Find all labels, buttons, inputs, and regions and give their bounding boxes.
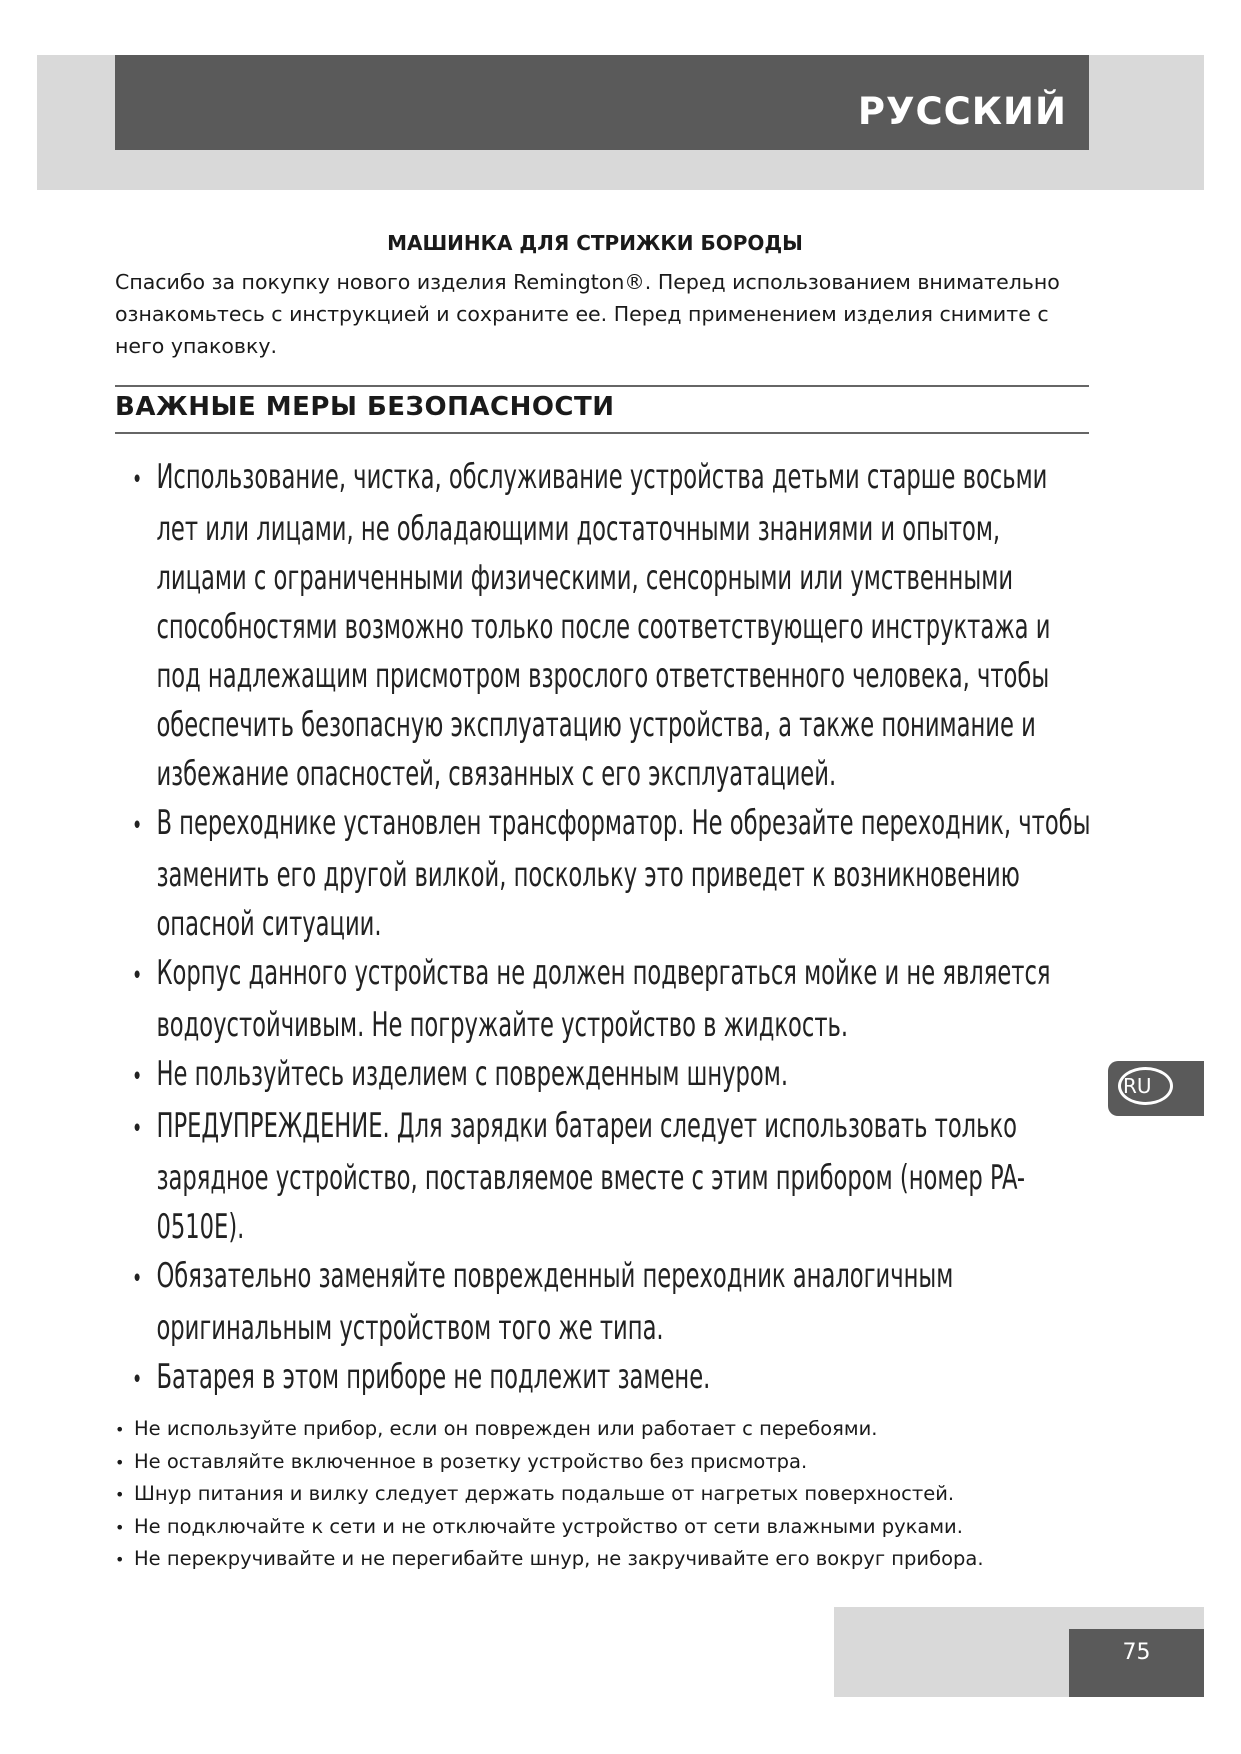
list-item-text: Не используйте прибор, если он поврежден или работает с перебоями.: [134, 1417, 878, 1440]
list-item-text: Не перекручивайте и не перегибайте шнур, не закручивайте его вокруг прибора.: [134, 1547, 984, 1570]
safety-small-list: [115, 1413, 1095, 1576]
bullet-icon: •: [132, 1062, 143, 1092]
bullet-icon: •: [132, 1264, 143, 1294]
list-item-text: ПРЕДУПРЕЖДЕНИЕ. Для зарядки батареи следует использовать только зарядное устройство, поставляемое вместе с этим прибором (номер PA-0510E).: [156, 1106, 1026, 1247]
list-item: [115, 1511, 1095, 1544]
list-item: [115, 949, 1095, 1050]
list-item-text: В переходнике установлен трансформатор. Не обрезайте переходник, чтобы заменить его другой вилкой, поскольку это приведет к возникновению опасной ситуации.: [156, 803, 1091, 944]
safety-heading: ВАЖНЫЕ МЕРЫ БЕЗОПАСНОСТИ: [115, 392, 615, 422]
list-item: [115, 1252, 1095, 1353]
list-item-text: Не пользуйтесь изделием с поврежденным шнуром.: [156, 1054, 789, 1094]
list-item: [115, 453, 1095, 799]
list-item: [115, 1446, 1095, 1479]
list-item-text: Использование, чистка, обслуживание устройства детьми старше восьми лет или лицами, не обладающими достаточными знаниями и опытом, лицами с ограниченными физическими, сенсорными или умственными способностями возможно только после соответствующего инструктажа и под надлежащим присмотром взрослого ответственного человека, чтобы обеспечить безопасную эксплуатацию устройства, а также понимание и избежание опасностей, связанных с его эксплуатацией.: [156, 457, 1051, 794]
list-item-text: Батарея в этом приборе не подлежит замене.: [156, 1357, 711, 1397]
list-item: [115, 1102, 1095, 1252]
list-item: [115, 799, 1095, 949]
ru-badge-icon: RU: [1118, 1067, 1173, 1105]
page-number: 75: [1122, 1640, 1151, 1665]
list-item: [115, 1413, 1095, 1446]
safety-large-list: [115, 453, 1095, 1405]
bullet-icon: •: [132, 1114, 143, 1144]
bullet-icon: •: [115, 1550, 125, 1569]
list-item: [115, 1543, 1095, 1576]
document-title: МАШИНКА ДЛЯ СТРИЖКИ БОРОДЫ: [387, 231, 803, 255]
list-item: [115, 1478, 1095, 1511]
list-item-text: Не оставляйте включенное в розетку устройство без присмотра.: [134, 1449, 808, 1473]
heading-rule-top: [115, 385, 1089, 387]
bullet-icon: •: [132, 961, 143, 991]
language-title: РУССКИЙ: [857, 90, 1067, 133]
bullet-icon: •: [132, 811, 143, 841]
bullet-icon: •: [132, 465, 143, 495]
list-item: [115, 1353, 1095, 1405]
list-item-text: Корпус данного устройства не должен подвергаться мойке и не является водоустойчивым. Не погружайте устройство в жидкость.: [156, 953, 1051, 1045]
list-item-text: Обязательно заменяйте поврежденный переходник аналогичным оригинальным устройством того же типа.: [156, 1256, 954, 1348]
bullet-icon: •: [115, 1420, 125, 1439]
bullet-icon: •: [115, 1452, 125, 1472]
bullet-icon: •: [132, 1365, 143, 1395]
bullet-icon: •: [115, 1517, 125, 1537]
list-item-text: Не подключайте к сети и не отключайте устройство от сети влажными руками.: [134, 1514, 963, 1538]
list-item-text: Шнур питания и вилку следует держать подальше от нагретых поверхностей.: [134, 1482, 955, 1505]
heading-rule-bottom: [115, 432, 1089, 434]
bullet-icon: •: [115, 1485, 125, 1504]
list-item: [115, 1050, 1095, 1102]
intro-paragraph: Спасибо за покупку нового изделия Remington®. Перед использованием внимательно ознакомьтесь с инструкцией и сохраните ее. Перед применением изделия снимите с него упаковку.: [115, 270, 1060, 358]
